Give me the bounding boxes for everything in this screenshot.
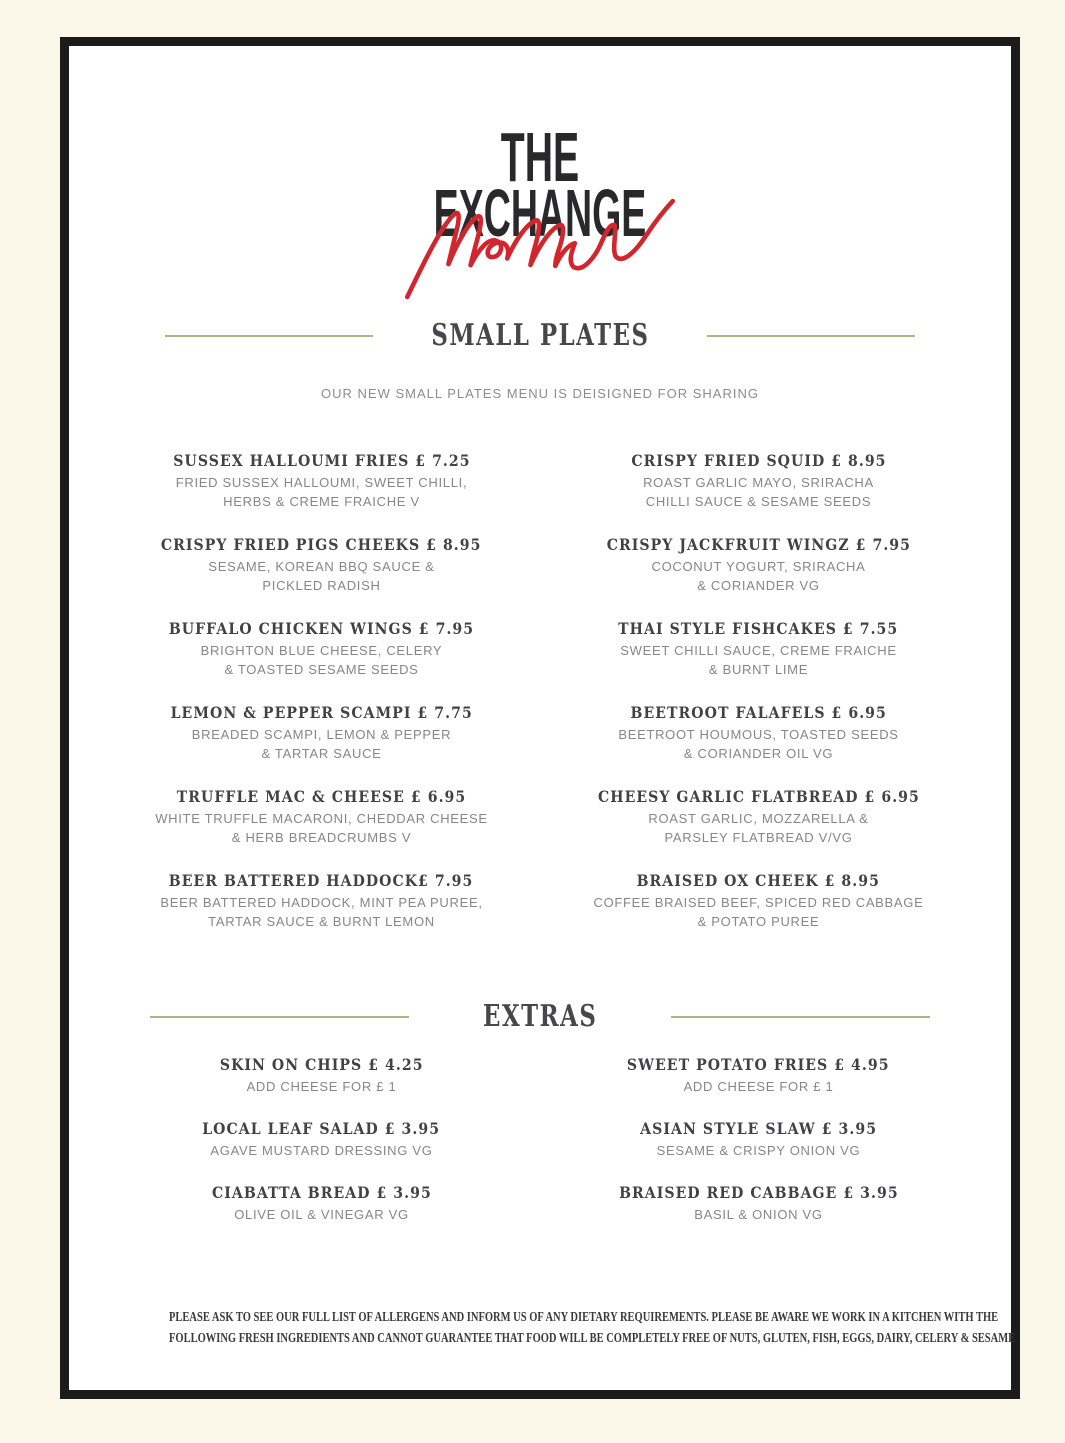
menu-item-desc: SESAME & CRISPY ONION VG: [656, 1143, 861, 1158]
menu-item-desc: & HERB BREADCRUMBS V: [231, 830, 412, 845]
menu-item-desc: COFFEE BRAISED BEEF, SPICED RED CABBAGE: [593, 895, 924, 910]
menu-item-crispy-jackfruit-wingz: [540, 533, 977, 595]
allergen-note: [169, 1307, 1016, 1349]
small-plates-title: SMALL PLATES: [430, 318, 650, 353]
menu-item-title: THAI STYLE FISHCAKES £ 7.55: [618, 619, 899, 638]
menu-item-crispy-fried-squid: [540, 449, 977, 511]
menu-item-desc: ROAST GARLIC MAYO, SRIRACHA: [643, 475, 874, 490]
menu-item-braised-red-cabbage: [540, 1181, 977, 1224]
menu-item-title: LOCAL LEAF SALAD £ 3.95: [202, 1119, 441, 1138]
menu-item-desc: SWEET CHILLI SAUCE, CREME FRAICHE: [620, 643, 897, 658]
extras-header: [150, 997, 930, 1037]
menu-item-desc: PARSLEY FLATBREAD V/VG: [664, 830, 853, 845]
menu-item-desc: PICKLED RADISH: [262, 578, 381, 593]
menu-item-title: BEETROOT FALAFELS £ 6.95: [630, 703, 887, 722]
menu-item-sussex-halloumi-fries: [103, 449, 540, 511]
menu-item-desc: & POTATO PUREE: [697, 914, 820, 929]
menu-item-title: ASIAN STYLE SLAW £ 3.95: [640, 1119, 877, 1138]
menu-item-ciabatta-bread: [103, 1181, 540, 1224]
small-plates-grid: [69, 449, 1011, 931]
menu-item-thai-style-fishcakes: [540, 617, 977, 679]
menu-item-desc: OLIVE OIL & VINEGAR VG: [234, 1207, 409, 1222]
extras-grid: [69, 1053, 1011, 1224]
menu-item-title: SKIN ON CHIPS £ 4.25: [219, 1055, 424, 1074]
menu-item-beer-battered-haddock: [103, 869, 540, 931]
menu-item-desc: BEER BATTERED HADDOCK, MINT PEA PUREE,: [160, 895, 483, 910]
menu-item-desc: AGAVE MUSTARD DRESSING VG: [210, 1143, 433, 1158]
menu-item-braised-ox-cheek: [540, 869, 977, 931]
menu-item-cheesy-garlic-flatbread: [540, 785, 977, 847]
menu-item-title: CRISPY JACKFRUIT WINGZ £ 7.95: [606, 535, 911, 554]
menu-item-desc: & TOASTED SESAME SEEDS: [224, 662, 419, 677]
allergen-line-2: FOLLOWING FRESH INGREDIENTS AND CANNOT GUARANTEE THAT FOOD WILL BE COMPLETELY FREE OF NUTS, GLUTEN, FISH, EGGS, DAIRY, CELERY & SESAME: [169, 1331, 1016, 1346]
menu-item-title: BEER BATTERED HADDOCK£ 7.95: [169, 871, 474, 890]
menu-item-title: BRAISED OX CHEEK £ 8.95: [636, 871, 881, 890]
menu-item-asian-style-slaw: [540, 1117, 977, 1160]
menu-item-title: CRISPY FRIED SQUID £ 8.95: [630, 451, 887, 470]
menu-item-title: CIABATTA BREAD £ 3.95: [211, 1183, 432, 1202]
menu-item-title: CHEESY GARLIC FLATBREAD £ 6.95: [597, 787, 920, 806]
menu-item-desc: & TARTAR SAUCE: [261, 746, 382, 761]
menu-item-lemon-pepper-scampi: [103, 701, 540, 763]
menu-item-desc: BRIGHTON BLUE CHEESE, CELERY: [200, 643, 443, 658]
menu-item-title: SWEET POTATO FRIES £ 4.95: [627, 1055, 890, 1074]
menu-item-title: CRISPY FRIED PIGS CHEEKS £ 8.95: [161, 535, 482, 554]
small-plates-subtitle: OUR NEW SMALL PLATES MENU IS DEISIGNED FOR SHARING: [321, 386, 759, 401]
menu-item-truffle-mac-cheese: [103, 785, 540, 847]
logo-text-the: THE: [500, 118, 580, 196]
menu-item-crispy-fried-pigs-cheeks: [103, 533, 540, 595]
menu-item-desc: BREADED SCAMPI, LEMON & PEPPER: [191, 727, 452, 742]
divider-line: [165, 335, 373, 337]
menu-frame: [60, 37, 1020, 1399]
extras-title: EXTRAS: [482, 999, 598, 1034]
menu-item-local-leaf-salad: [103, 1117, 540, 1160]
divider-line: [671, 1016, 930, 1018]
logo-text-exchange: EXCHANGE: [433, 176, 647, 251]
menu-item-title: SUSSEX HALLOUMI FRIES £ 7.25: [172, 451, 471, 470]
menu-item-beetroot-falafels: [540, 701, 977, 763]
menu-item-desc: & CORIANDER VG: [697, 578, 820, 593]
divider-line: [707, 335, 915, 337]
menu-item-desc: ADD CHEESE FOR £ 1: [246, 1079, 397, 1094]
small-plates-header: [165, 316, 915, 356]
menu-item-desc: FRIED SUSSEX HALLOUMI, SWEET CHILLI,: [175, 475, 468, 490]
menu-item-desc: ROAST GARLIC, MOZZARELLA &: [648, 811, 869, 826]
menu-item-desc: & CORIANDER OIL VG: [683, 746, 834, 761]
menu-item-desc: CHILLI SAUCE & SESAME SEEDS: [645, 494, 872, 509]
menu-item-title: TRUFFLE MAC & CHEESE £ 6.95: [176, 787, 467, 806]
menu-item-desc: & BURNT LIME: [708, 662, 809, 677]
menu-item-title: BRAISED RED CABBAGE £ 3.95: [618, 1183, 899, 1202]
menu-item-desc: TARTAR SAUCE & BURNT LEMON: [208, 914, 435, 929]
menu-item-title: BUFFALO CHICKEN WINGS £ 7.95: [168, 619, 475, 638]
menu-item-desc: HERBS & CREME FRAICHE V: [223, 494, 420, 509]
menu-item-skin-on-chips: [103, 1053, 540, 1096]
menu-item-desc: SESAME, KOREAN BBQ SAUCE &: [208, 559, 435, 574]
menu-item-desc: BEETROOT HOUMOUS, TOASTED SEEDS: [618, 727, 899, 742]
allergen-line-1: PLEASE ASK TO SEE OUR FULL LIST OF ALLERGENS AND INFORM US OF ANY DIETARY REQUIREMENTS. PLEASE BE AWARE WE WORK IN A KITCHEN WITH THE: [169, 1310, 999, 1325]
menu-item-desc: ADD CHEESE FOR £ 1: [683, 1079, 834, 1094]
menu-item-desc: WHITE TRUFFLE MACARONI, CHEDDAR CHEESE: [155, 811, 488, 826]
logo: [69, 118, 1011, 251]
menu-item-buffalo-chicken-wings: [103, 617, 540, 679]
menu-item-desc: BASIL & ONION VG: [694, 1207, 823, 1222]
menu-item-sweet-potato-fries: [540, 1053, 977, 1096]
menu-item-title: LEMON & PEPPER SCAMPI £ 7.75: [170, 703, 473, 722]
menu-script-icon: [400, 193, 679, 305]
menu-item-desc: COCONUT YOGURT, SRIRACHA: [651, 559, 866, 574]
divider-line: [150, 1016, 409, 1018]
